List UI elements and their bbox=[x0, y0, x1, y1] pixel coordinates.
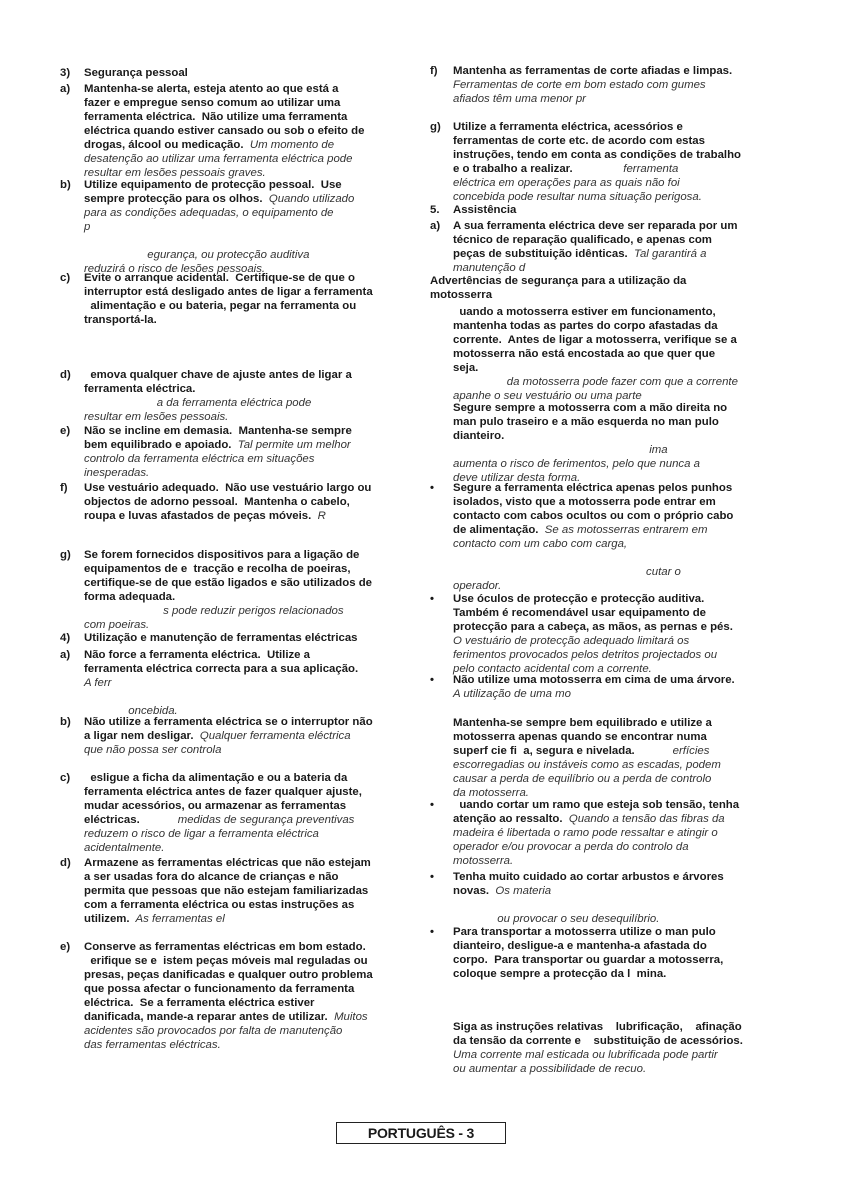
bold-text: presas, peças danificadas e qualquer outro problema bbox=[84, 969, 373, 982]
italic-text: que não possa ser controla bbox=[84, 744, 222, 757]
bold-text: instruções, tendo em conta as condições de trabalho bbox=[453, 149, 741, 162]
italic-text: resultar em lesões pessoais. bbox=[84, 411, 229, 424]
italic-text: ima bbox=[453, 444, 668, 457]
bold-text: atenção ao ressalto. bbox=[453, 813, 563, 826]
item-marker: g) bbox=[430, 121, 441, 133]
italic-text: motosserra. bbox=[453, 855, 514, 868]
text-line bbox=[453, 415, 719, 429]
text-line bbox=[453, 925, 716, 939]
bullet-icon: • bbox=[430, 799, 434, 811]
text-line bbox=[84, 206, 334, 220]
bold-text: Segure sempre a motosserra com a mão direita no bbox=[453, 402, 728, 414]
text-line bbox=[84, 82, 338, 96]
text-line bbox=[84, 152, 352, 166]
text-line bbox=[453, 939, 707, 953]
text-line bbox=[453, 481, 732, 495]
text-line bbox=[84, 743, 221, 757]
text-line bbox=[453, 443, 668, 457]
italic-text: Uma corrente mal esticada ou lubrificada pode partir bbox=[453, 1049, 718, 1062]
text-line bbox=[453, 758, 721, 772]
text-line bbox=[84, 548, 359, 562]
italic-text: Quando utilizado bbox=[262, 193, 355, 206]
text-line bbox=[84, 495, 350, 509]
bold-text: uando cortar um ramo que esteja sob tensão, tenha bbox=[453, 799, 740, 811]
bold-text: Advertências de segurança para a utilização da bbox=[430, 275, 687, 287]
bold-text: eléctrica quando estiver cansado ou sob o efeito de bbox=[84, 125, 365, 138]
bold-text: Para transportar a motosserra utilize o man pulo bbox=[453, 926, 716, 938]
text-line bbox=[84, 912, 225, 926]
bold-text: Use vestuário adequado. Não use vestuário largo ou bbox=[84, 482, 372, 494]
text-line bbox=[453, 744, 709, 758]
italic-text: desatenção ao utilizar uma ferramenta eléctrica pode bbox=[84, 153, 353, 166]
text-line bbox=[84, 785, 362, 799]
italic-text: R bbox=[311, 510, 326, 523]
item-marker: f) bbox=[60, 482, 68, 494]
bold-text: bem equilibrado e apoiado. bbox=[84, 439, 232, 452]
text-line bbox=[453, 1034, 743, 1048]
italic-text: ou provocar o seu desequilíbrio. bbox=[453, 913, 660, 926]
section-heading-line bbox=[430, 274, 686, 288]
bold-text: técnico de reparação qualificado, e apenas com bbox=[453, 234, 712, 247]
text-line bbox=[453, 78, 706, 92]
text-line bbox=[84, 271, 355, 285]
bold-text: Utilize a ferramenta eléctrica, acessórios e bbox=[453, 121, 683, 133]
bold-text: man pulo traseiro e a mão esquerda no man pulo bbox=[453, 416, 719, 429]
bold-text: seja. bbox=[453, 362, 479, 375]
bold-text: a ser usadas fora do alcance de crianças e não bbox=[84, 871, 339, 884]
italic-text: da motosserra pode fazer com que a corrente bbox=[453, 376, 738, 389]
bold-text: novas. bbox=[453, 885, 490, 898]
bold-text: interruptor está desligado antes de ligar a ferramenta bbox=[84, 286, 373, 299]
italic-text: cutar o bbox=[453, 566, 681, 579]
italic-text: operador. bbox=[453, 580, 502, 593]
italic-text: Qualquer ferramenta eléctrica bbox=[193, 730, 351, 743]
text-line bbox=[453, 620, 733, 634]
text-line bbox=[453, 606, 706, 620]
bold-text: corpo. Para transportar ou guardar a motosserra, bbox=[453, 954, 724, 967]
italic-text: inesperadas. bbox=[84, 467, 150, 480]
text-line bbox=[84, 954, 368, 968]
text-line bbox=[84, 248, 309, 262]
text-line bbox=[453, 305, 716, 319]
italic-text: Tal permite um melhor bbox=[231, 439, 351, 452]
item-marker: d) bbox=[60, 857, 71, 869]
text-line bbox=[453, 730, 707, 744]
bold-text: protecção para a cabeça, as mãos, as pernas e pés. bbox=[453, 621, 733, 634]
italic-text: deve utilizar desta forma. bbox=[453, 472, 581, 485]
text-line bbox=[84, 940, 366, 954]
bold-text: eléctrica. Se a ferramenta eléctrica estiver bbox=[84, 997, 315, 1010]
text-line bbox=[453, 134, 705, 148]
italic-text: erfícies bbox=[634, 745, 710, 758]
text-line bbox=[84, 648, 310, 662]
text-line bbox=[84, 576, 372, 590]
text-line bbox=[84, 438, 351, 452]
text-line bbox=[84, 870, 339, 884]
italic-text: com poeiras. bbox=[84, 619, 150, 632]
text-line bbox=[84, 481, 371, 495]
bold-text: da tensão da corrente e substituição de acessórios. bbox=[453, 1035, 743, 1048]
text-line bbox=[453, 148, 741, 162]
bold-text: ferramentas de corte etc. de acordo com estas bbox=[453, 135, 705, 148]
text-line bbox=[84, 382, 195, 396]
text-line bbox=[453, 120, 683, 134]
bold-text: eléctricas. bbox=[84, 814, 140, 827]
bold-text: sempre protecção para os olhos. bbox=[84, 193, 263, 206]
item-marker: b) bbox=[60, 716, 71, 728]
text-line bbox=[453, 233, 712, 247]
italic-text: Tal garantirá a bbox=[627, 248, 707, 261]
bold-text: com a ferramenta eléctrica ou estas instruções as bbox=[84, 899, 355, 912]
text-line bbox=[453, 812, 725, 826]
text-line bbox=[453, 361, 478, 375]
item-marker: b) bbox=[60, 179, 71, 191]
item-marker: e) bbox=[60, 941, 71, 953]
italic-text: controlo da ferramenta eléctrica em situações bbox=[84, 453, 315, 466]
bold-text: Se forem fornecidos dispositivos para a ligação de bbox=[84, 549, 360, 561]
bold-text: danificada, mande-a reparar antes de utilizar. bbox=[84, 1011, 328, 1024]
text-line bbox=[453, 870, 724, 884]
text-line bbox=[84, 590, 175, 604]
text-line bbox=[84, 884, 368, 898]
text-line bbox=[84, 729, 351, 743]
italic-text: da motosserra. bbox=[453, 787, 529, 800]
bold-text: forma adequada. bbox=[84, 591, 176, 604]
text-line bbox=[84, 813, 354, 827]
bold-text: superf cie fi a, segura e nivelada. bbox=[453, 745, 635, 758]
bold-text: isolados, visto que a motosserra pode entrar em bbox=[453, 496, 716, 509]
text-line bbox=[453, 634, 689, 648]
text-line bbox=[84, 124, 364, 138]
item-marker: 5. bbox=[430, 204, 440, 216]
item-marker: c) bbox=[60, 272, 71, 284]
bold-text: dianteiro, desligue-a e mantenha-a afastada do bbox=[453, 940, 707, 953]
text-line bbox=[453, 509, 733, 523]
text-line bbox=[84, 96, 340, 110]
bold-text: Mantenha as ferramentas de corte afiadas e limpas. bbox=[453, 65, 733, 77]
item-marker: f) bbox=[430, 65, 438, 77]
bold-text: Mantenha-se sempre bem equilibrado e utilize a bbox=[453, 717, 712, 729]
text-line bbox=[84, 562, 351, 576]
bold-text: Não force a ferramenta eléctrica. Utilize a bbox=[84, 649, 311, 661]
bold-text: corrente. Antes de ligar a motosserra, verifique se a bbox=[453, 334, 737, 347]
text-line bbox=[84, 220, 90, 234]
text-line bbox=[84, 192, 354, 206]
bold-text: mudar acessórios, ou armazenar as ferramentas bbox=[84, 800, 347, 813]
bold-text: dianteiro. bbox=[453, 430, 505, 443]
text-line bbox=[84, 66, 188, 80]
text-line bbox=[453, 648, 717, 662]
item-marker: 4) bbox=[60, 632, 71, 644]
text-line bbox=[453, 1048, 718, 1062]
bold-text: motosserra não está encostada ao que quer que bbox=[453, 348, 716, 361]
bold-text: equipamentos de e tracção e recolha de poeiras, bbox=[84, 563, 351, 576]
text-line bbox=[453, 687, 571, 701]
italic-text: ferramenta bbox=[572, 163, 679, 176]
text-line bbox=[453, 247, 706, 261]
italic-text: oncebida. bbox=[84, 705, 178, 718]
italic-text: Muitos bbox=[327, 1011, 368, 1024]
italic-text: Um momento de bbox=[243, 139, 335, 152]
italic-text: contacto com um cabo com carga, bbox=[453, 538, 628, 551]
text-line bbox=[453, 592, 704, 606]
italic-text: operador e/ou provocar a perda do controlo da bbox=[453, 841, 689, 854]
bold-text: A sua ferramenta eléctrica deve ser reparada por um bbox=[453, 220, 738, 232]
text-line bbox=[84, 841, 164, 855]
bold-text: Segurança pessoal bbox=[84, 67, 188, 79]
text-line bbox=[453, 523, 708, 537]
italic-text: A ferr bbox=[84, 677, 112, 690]
text-line bbox=[453, 1020, 742, 1034]
page-footer-label: PORTUGUÊS - 3 bbox=[336, 1122, 506, 1144]
text-line bbox=[84, 452, 314, 466]
text-line bbox=[453, 537, 627, 551]
text-line bbox=[453, 429, 504, 443]
italic-text: A utilização de uma mo bbox=[453, 688, 571, 701]
text-line bbox=[84, 178, 342, 192]
text-line bbox=[84, 1010, 368, 1024]
bold-text: roupa e luvas afastados de peças móveis. bbox=[84, 510, 312, 523]
italic-text: madeira é libertada o ramo pode ressaltar e atingir o bbox=[453, 827, 718, 840]
item-marker: d) bbox=[60, 369, 71, 381]
bold-text: Não se incline em demasia. Mantenha-se sempre bbox=[84, 425, 352, 437]
italic-text: reduzirá o risco de lesões pessoais. bbox=[84, 263, 266, 276]
text-line bbox=[453, 1062, 646, 1076]
bold-text: Mantenha-se alerta, esteja atento ao que está a bbox=[84, 83, 339, 95]
bold-text: emova qualquer chave de ajuste antes de ligar a bbox=[84, 369, 352, 381]
italic-text: p bbox=[84, 221, 91, 234]
text-line bbox=[453, 162, 678, 176]
bold-text: que possa afectar o funcionamento da ferramenta bbox=[84, 983, 355, 996]
bold-text: Assistência bbox=[453, 204, 517, 216]
italic-text: para as condições adequadas, o equipamento de bbox=[84, 207, 334, 220]
text-line bbox=[84, 827, 319, 841]
item-marker: e) bbox=[60, 425, 71, 437]
italic-text: ou aumentar a possibilidade de recuo. bbox=[453, 1063, 647, 1076]
bullet-icon: • bbox=[430, 593, 434, 605]
bold-text: objectos de adorno pessoal. Mantenha o cabelo, bbox=[84, 496, 350, 509]
text-line bbox=[84, 509, 326, 523]
italic-text: escorregadias ou instáveis como as escadas, podem bbox=[453, 759, 721, 772]
italic-text: pelo contacto acidental com a corrente. bbox=[453, 663, 652, 676]
text-line bbox=[453, 333, 737, 347]
bold-text: Siga as instruções relativas lubrificação, afinação bbox=[453, 1021, 742, 1033]
text-line bbox=[453, 967, 666, 981]
italic-text: a da ferramenta eléctrica pode bbox=[84, 397, 312, 410]
text-line bbox=[84, 285, 373, 299]
italic-text: medidas de segurança preventivas bbox=[139, 814, 355, 827]
text-line bbox=[84, 466, 149, 480]
bold-text: Também é recomendável usar equipamento de bbox=[453, 607, 706, 620]
bullet-icon: • bbox=[430, 926, 434, 938]
section-heading-line bbox=[430, 288, 492, 302]
italic-text: As ferramentas el bbox=[129, 913, 225, 926]
bold-text: Tenha muito cuidado ao cortar arbustos e árvores bbox=[453, 871, 724, 883]
bold-text: certifique-se de que estão ligados e são utilizados de bbox=[84, 577, 373, 590]
text-line bbox=[453, 826, 718, 840]
italic-text: O vestuário de protecção adequado limitará os bbox=[453, 635, 690, 648]
text-line bbox=[453, 457, 700, 471]
text-line bbox=[453, 884, 551, 898]
italic-text: aumenta o risco de ferimentos, pelo que nunca a bbox=[453, 458, 700, 471]
text-line bbox=[84, 410, 228, 424]
bold-text: fazer e empregue senso comum ao utilizar uma bbox=[84, 97, 341, 110]
italic-text: Ferramentas de corte em bom estado com gumes bbox=[453, 79, 706, 92]
text-line bbox=[84, 982, 354, 996]
bold-text: de alimentação. bbox=[453, 524, 539, 537]
text-line bbox=[84, 856, 371, 870]
text-line bbox=[453, 772, 711, 786]
italic-text: egurança, ou protecção auditiva bbox=[84, 249, 310, 262]
bold-text: Conserve as ferramentas eléctricas em bom estado. bbox=[84, 941, 366, 953]
bold-text: Segure a ferramenta eléctrica apenas pelos punhos bbox=[453, 482, 733, 494]
text-line bbox=[453, 495, 716, 509]
bold-text: esligue a ficha da alimentação e ou a bateria da bbox=[84, 772, 348, 784]
item-marker: c) bbox=[60, 772, 71, 784]
text-line bbox=[453, 716, 712, 730]
text-line bbox=[453, 319, 718, 333]
text-line bbox=[84, 996, 315, 1010]
text-line bbox=[453, 64, 732, 78]
text-line bbox=[453, 347, 715, 361]
text-line bbox=[84, 715, 373, 729]
italic-text: manutenção d bbox=[453, 262, 526, 275]
bold-text: Armazene as ferramentas eléctricas que não estejam bbox=[84, 857, 371, 869]
text-line bbox=[453, 219, 737, 233]
text-line bbox=[84, 313, 157, 327]
text-line bbox=[84, 1024, 342, 1038]
italic-text: apanhe o seu vestuário ou uma parte bbox=[453, 390, 642, 403]
bold-text: utilizem. bbox=[84, 913, 130, 926]
text-line bbox=[84, 771, 347, 785]
text-line bbox=[84, 662, 358, 676]
text-line bbox=[84, 368, 352, 382]
bullet-icon: • bbox=[430, 482, 434, 494]
bold-text: Use óculos de protecção e protecção auditiva. bbox=[453, 593, 705, 605]
italic-text: acidentalmente. bbox=[84, 842, 165, 855]
text-line bbox=[453, 673, 735, 687]
bold-text: contacto com cabos ocultos ou com o próprio cabo bbox=[453, 510, 734, 523]
bold-text: ferramenta eléctrica. Não utilize uma ferramenta bbox=[84, 111, 348, 124]
text-line bbox=[453, 203, 516, 217]
text-line bbox=[84, 968, 373, 982]
text-line bbox=[453, 176, 680, 190]
text-line bbox=[84, 299, 356, 313]
bold-text: transportá-la. bbox=[84, 314, 157, 327]
bold-text: ferramenta eléctrica correcta para a sua aplicação. bbox=[84, 663, 359, 676]
text-line bbox=[453, 92, 586, 106]
italic-text: Se as motosserras entrarem em bbox=[538, 524, 708, 537]
italic-text: s pode reduzir perigos relacionados bbox=[84, 605, 344, 618]
bold-text: uando a motosserra estiver em funcionamento, bbox=[453, 306, 716, 318]
italic-text: das ferramentas eléctricas. bbox=[84, 1039, 221, 1052]
text-line bbox=[84, 631, 358, 645]
item-marker: a) bbox=[430, 220, 441, 232]
text-line bbox=[453, 798, 739, 812]
bold-text: permita que pessoas que não estejam familiarizadas bbox=[84, 885, 369, 898]
text-line bbox=[84, 799, 346, 813]
italic-text: eléctrica em operações para as quais não foi bbox=[453, 177, 680, 190]
bullet-icon: • bbox=[430, 871, 434, 883]
bold-text: Não utilize a ferramenta eléctrica se o interruptor não bbox=[84, 716, 373, 728]
item-marker: g) bbox=[60, 549, 71, 561]
bold-text: ferramenta eléctrica antes de fazer qualquer ajuste, bbox=[84, 786, 362, 799]
bold-text: Utilize equipamento de protecção pessoal. Use bbox=[84, 179, 342, 191]
bold-text: motosserra apenas quando se encontrar numa bbox=[453, 731, 707, 744]
text-line bbox=[84, 898, 354, 912]
item-marker: a) bbox=[60, 649, 71, 661]
text-line bbox=[453, 401, 727, 415]
text-line bbox=[84, 110, 347, 124]
italic-text: causar a perda de equilíbrio ou a perda de controlo bbox=[453, 773, 712, 786]
text-line bbox=[453, 565, 681, 579]
bold-text: Evite o arranque acidental. Certifique-se de que o bbox=[84, 272, 355, 284]
bold-text: e o trabalho a realizar. bbox=[453, 163, 573, 176]
bold-text: Não utilize uma motosserra em cima de uma árvore. bbox=[453, 674, 735, 686]
bold-text: ferramenta eléctrica. bbox=[84, 383, 196, 396]
italic-text: afiados têm uma menor pr bbox=[453, 93, 586, 106]
bold-text: coloque sempre a protecção da l mina. bbox=[453, 968, 667, 981]
text-line bbox=[84, 396, 311, 410]
text-line bbox=[453, 953, 723, 967]
bold-text: drogas, álcool ou medicação. bbox=[84, 139, 244, 152]
text-line bbox=[84, 138, 334, 152]
italic-text: concebida pode resultar numa situação perigosa. bbox=[453, 191, 702, 204]
italic-text: reduzem o risco de ligar a ferramenta eléctrica bbox=[84, 828, 319, 841]
text-line bbox=[453, 375, 738, 389]
item-marker: 3) bbox=[60, 67, 71, 79]
italic-text: Os materia bbox=[489, 885, 552, 898]
bold-text: motosserra bbox=[430, 289, 493, 302]
text-line bbox=[84, 604, 344, 618]
text-line bbox=[453, 854, 513, 868]
bold-text: Utilização e manutenção de ferramentas eléctricas bbox=[84, 632, 358, 644]
text-line bbox=[453, 840, 689, 854]
text-line bbox=[84, 1038, 221, 1052]
bold-text: alimentação e ou bateria, pegar na ferramenta ou bbox=[84, 300, 357, 313]
italic-text: acidentes são provocados por falta de manutenção bbox=[84, 1025, 343, 1038]
item-marker: a) bbox=[60, 83, 71, 95]
bold-text: a ligar nem desligar. bbox=[84, 730, 194, 743]
bold-text: erifique se e istem peças móveis mal reguladas ou bbox=[84, 955, 368, 968]
bullet-icon: • bbox=[430, 674, 434, 686]
italic-text: Quando a tensão das fibras da bbox=[562, 813, 725, 826]
italic-text: resultar em lesões pessoais graves. bbox=[84, 167, 266, 180]
italic-text: ferimentos provocados pelos detritos projectados ou bbox=[453, 649, 718, 662]
text-line bbox=[84, 424, 352, 438]
text-line bbox=[84, 676, 111, 690]
bold-text: mantenha todas as partes do corpo afastadas da bbox=[453, 320, 718, 333]
bold-text: peças de substituição idênticas. bbox=[453, 248, 628, 261]
